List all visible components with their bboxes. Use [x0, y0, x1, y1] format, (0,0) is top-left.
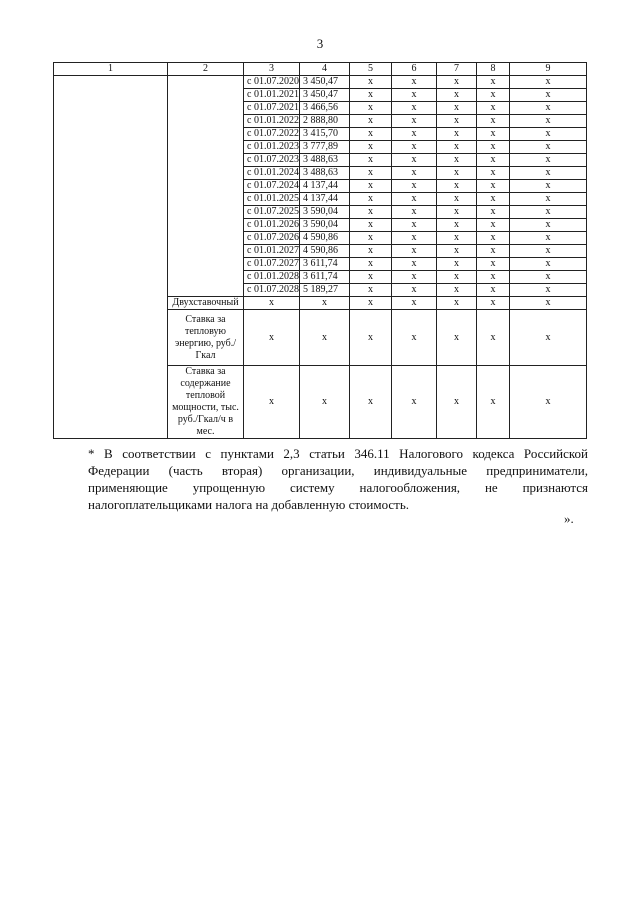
- period-cell: с 01.07.2027: [244, 258, 300, 271]
- closing-quote: ».: [564, 511, 574, 526]
- mark-cell: х: [350, 310, 392, 366]
- column-header: 9: [510, 63, 587, 76]
- mark-cell: х: [510, 271, 587, 284]
- column-header: 6: [392, 63, 437, 76]
- price-cell: 3 450,47: [300, 76, 350, 89]
- column-header: 8: [477, 63, 510, 76]
- mark-cell: х: [437, 206, 477, 219]
- mark-cell: х: [437, 167, 477, 180]
- mark-cell: х: [510, 310, 587, 366]
- mark-cell: х: [350, 219, 392, 232]
- mark-cell: х: [510, 297, 587, 310]
- mark-cell: х: [350, 366, 392, 439]
- price-cell: 3 590,04: [300, 219, 350, 232]
- mark-cell: х: [350, 89, 392, 102]
- period-cell: с 01.07.2025: [244, 206, 300, 219]
- mark-cell: х: [392, 102, 437, 115]
- two-rate-label: Двухставочный: [168, 297, 244, 310]
- mark-cell: х: [437, 102, 477, 115]
- period-cell: с 01.07.2020: [244, 76, 300, 89]
- mark-cell: х: [350, 245, 392, 258]
- mark-cell: х: [392, 76, 437, 89]
- mark-cell: х: [350, 206, 392, 219]
- mark-cell: х: [350, 180, 392, 193]
- mark-cell: х: [350, 297, 392, 310]
- mark-cell: х: [392, 258, 437, 271]
- mark-cell: х: [477, 258, 510, 271]
- price-cell: 4 590,86: [300, 245, 350, 258]
- mark-cell: х: [437, 193, 477, 206]
- mark-cell: х: [437, 89, 477, 102]
- mark-cell: х: [477, 167, 510, 180]
- column-header: 4: [300, 63, 350, 76]
- mark-cell: х: [350, 76, 392, 89]
- mark-cell: х: [477, 115, 510, 128]
- mark-cell: х: [477, 366, 510, 439]
- mark-cell: х: [350, 193, 392, 206]
- tariff-table: [53, 62, 587, 439]
- mark-cell: х: [437, 310, 477, 366]
- page-number: 3: [316, 36, 324, 51]
- mark-cell: х: [350, 258, 392, 271]
- heat-rate-label: Ставка за тепловую энергию, руб./Гкал: [168, 310, 244, 366]
- price-cell: 2 888,80: [300, 115, 350, 128]
- mark-cell: х: [477, 193, 510, 206]
- mark-cell: х: [477, 154, 510, 167]
- mark-cell: х: [510, 245, 587, 258]
- mark-cell: х: [477, 232, 510, 245]
- mark-cell: х: [244, 366, 300, 439]
- period-cell: с 01.01.2027: [244, 245, 300, 258]
- mark-cell: х: [392, 115, 437, 128]
- mark-cell: х: [392, 310, 437, 366]
- mark-cell: х: [477, 219, 510, 232]
- mark-cell: х: [392, 128, 437, 141]
- period-cell: с 01.01.2024: [244, 167, 300, 180]
- mark-cell: х: [392, 89, 437, 102]
- mark-cell: х: [477, 76, 510, 89]
- price-cell: 3 488,63: [300, 167, 350, 180]
- column-2-cell: [168, 76, 244, 297]
- mark-cell: х: [437, 115, 477, 128]
- price-cell: 4 137,44: [300, 193, 350, 206]
- mark-cell: х: [392, 284, 437, 297]
- mark-cell: х: [350, 115, 392, 128]
- mark-cell: х: [510, 128, 587, 141]
- mark-cell: х: [477, 297, 510, 310]
- mark-cell: х: [510, 76, 587, 89]
- mark-cell: х: [437, 141, 477, 154]
- period-cell: с 01.07.2026: [244, 232, 300, 245]
- column-header: 7: [437, 63, 477, 76]
- mark-cell: х: [510, 366, 587, 439]
- mark-cell: х: [392, 141, 437, 154]
- mark-cell: х: [437, 258, 477, 271]
- mark-cell: х: [510, 154, 587, 167]
- mark-cell: х: [437, 271, 477, 284]
- period-cell: с 01.07.2028: [244, 284, 300, 297]
- mark-cell: х: [510, 102, 587, 115]
- price-cell: 3 488,63: [300, 154, 350, 167]
- mark-cell: х: [392, 232, 437, 245]
- mark-cell: х: [437, 219, 477, 232]
- mark-cell: х: [437, 245, 477, 258]
- mark-cell: х: [477, 89, 510, 102]
- price-cell: 3 611,74: [300, 258, 350, 271]
- period-cell: с 01.01.2026: [244, 219, 300, 232]
- period-cell: с 01.07.2021: [244, 102, 300, 115]
- period-cell: с 01.01.2021: [244, 89, 300, 102]
- mark-cell: х: [477, 310, 510, 366]
- mark-cell: х: [477, 245, 510, 258]
- mark-cell: х: [510, 115, 587, 128]
- mark-cell: х: [300, 366, 350, 439]
- column-1-cell: [54, 76, 168, 439]
- period-cell: с 01.01.2023: [244, 141, 300, 154]
- mark-cell: х: [477, 180, 510, 193]
- mark-cell: х: [350, 232, 392, 245]
- mark-cell: х: [350, 167, 392, 180]
- price-cell: 3 415,70: [300, 128, 350, 141]
- mark-cell: х: [510, 141, 587, 154]
- mark-cell: х: [350, 141, 392, 154]
- mark-cell: х: [437, 128, 477, 141]
- mark-cell: х: [477, 102, 510, 115]
- mark-cell: х: [350, 154, 392, 167]
- mark-cell: х: [350, 284, 392, 297]
- mark-cell: х: [477, 206, 510, 219]
- price-cell: 4 137,44: [300, 180, 350, 193]
- mark-cell: х: [350, 271, 392, 284]
- price-cell: 3 590,04: [300, 206, 350, 219]
- mark-cell: х: [437, 180, 477, 193]
- mark-cell: х: [437, 154, 477, 167]
- mark-cell: х: [477, 141, 510, 154]
- mark-cell: х: [392, 219, 437, 232]
- column-header: 2: [168, 63, 244, 76]
- mark-cell: х: [437, 284, 477, 297]
- mark-cell: х: [392, 297, 437, 310]
- mark-cell: х: [392, 206, 437, 219]
- column-header: 5: [350, 63, 392, 76]
- mark-cell: х: [350, 128, 392, 141]
- mark-cell: х: [510, 193, 587, 206]
- price-cell: 3 777,89: [300, 141, 350, 154]
- period-cell: с 01.01.2022: [244, 115, 300, 128]
- mark-cell: х: [510, 232, 587, 245]
- mark-cell: х: [477, 271, 510, 284]
- mark-cell: х: [437, 232, 477, 245]
- mark-cell: х: [392, 193, 437, 206]
- table-row: [54, 76, 587, 89]
- mark-cell: х: [244, 297, 300, 310]
- price-cell: 4 590,86: [300, 232, 350, 245]
- mark-cell: х: [392, 167, 437, 180]
- period-cell: с 01.07.2022: [244, 128, 300, 141]
- period-cell: с 01.07.2024: [244, 180, 300, 193]
- mark-cell: х: [510, 284, 587, 297]
- table-header-row: [54, 63, 587, 76]
- mark-cell: х: [510, 167, 587, 180]
- mark-cell: х: [392, 154, 437, 167]
- mark-cell: х: [510, 89, 587, 102]
- mark-cell: х: [392, 271, 437, 284]
- period-cell: с 01.07.2023: [244, 154, 300, 167]
- mark-cell: х: [477, 284, 510, 297]
- mark-cell: х: [437, 366, 477, 439]
- period-cell: с 01.01.2025: [244, 193, 300, 206]
- mark-cell: х: [392, 366, 437, 439]
- mark-cell: х: [392, 180, 437, 193]
- price-cell: 3 611,74: [300, 271, 350, 284]
- price-cell: 5 189,27: [300, 284, 350, 297]
- mark-cell: х: [244, 310, 300, 366]
- mark-cell: х: [510, 219, 587, 232]
- mark-cell: х: [477, 128, 510, 141]
- vat-footnote: * В соответствии с пунктами 2,3 статьи 346.11 Налогового кодекса Российской Федерации (часть вторая) организации, индивидуальные предприниматели, применяющие упрощенную систему налогообложения, не признаются налогоплательщиками налога на добавленную стоимость.: [88, 446, 588, 512]
- column-header: 1: [54, 63, 168, 76]
- mark-cell: х: [510, 206, 587, 219]
- price-cell: 3 466,56: [300, 102, 350, 115]
- mark-cell: х: [300, 297, 350, 310]
- mark-cell: х: [437, 76, 477, 89]
- mark-cell: х: [437, 297, 477, 310]
- mark-cell: х: [350, 102, 392, 115]
- mark-cell: х: [510, 180, 587, 193]
- mark-cell: х: [392, 245, 437, 258]
- column-header: 3: [244, 63, 300, 76]
- mark-cell: х: [510, 258, 587, 271]
- price-cell: 3 450,47: [300, 89, 350, 102]
- period-cell: с 01.01.2028: [244, 271, 300, 284]
- capacity-rate-label: Ставка за содержание тепловой мощности, тыс. руб./Гкал/ч в мес.: [168, 366, 244, 439]
- mark-cell: х: [300, 310, 350, 366]
